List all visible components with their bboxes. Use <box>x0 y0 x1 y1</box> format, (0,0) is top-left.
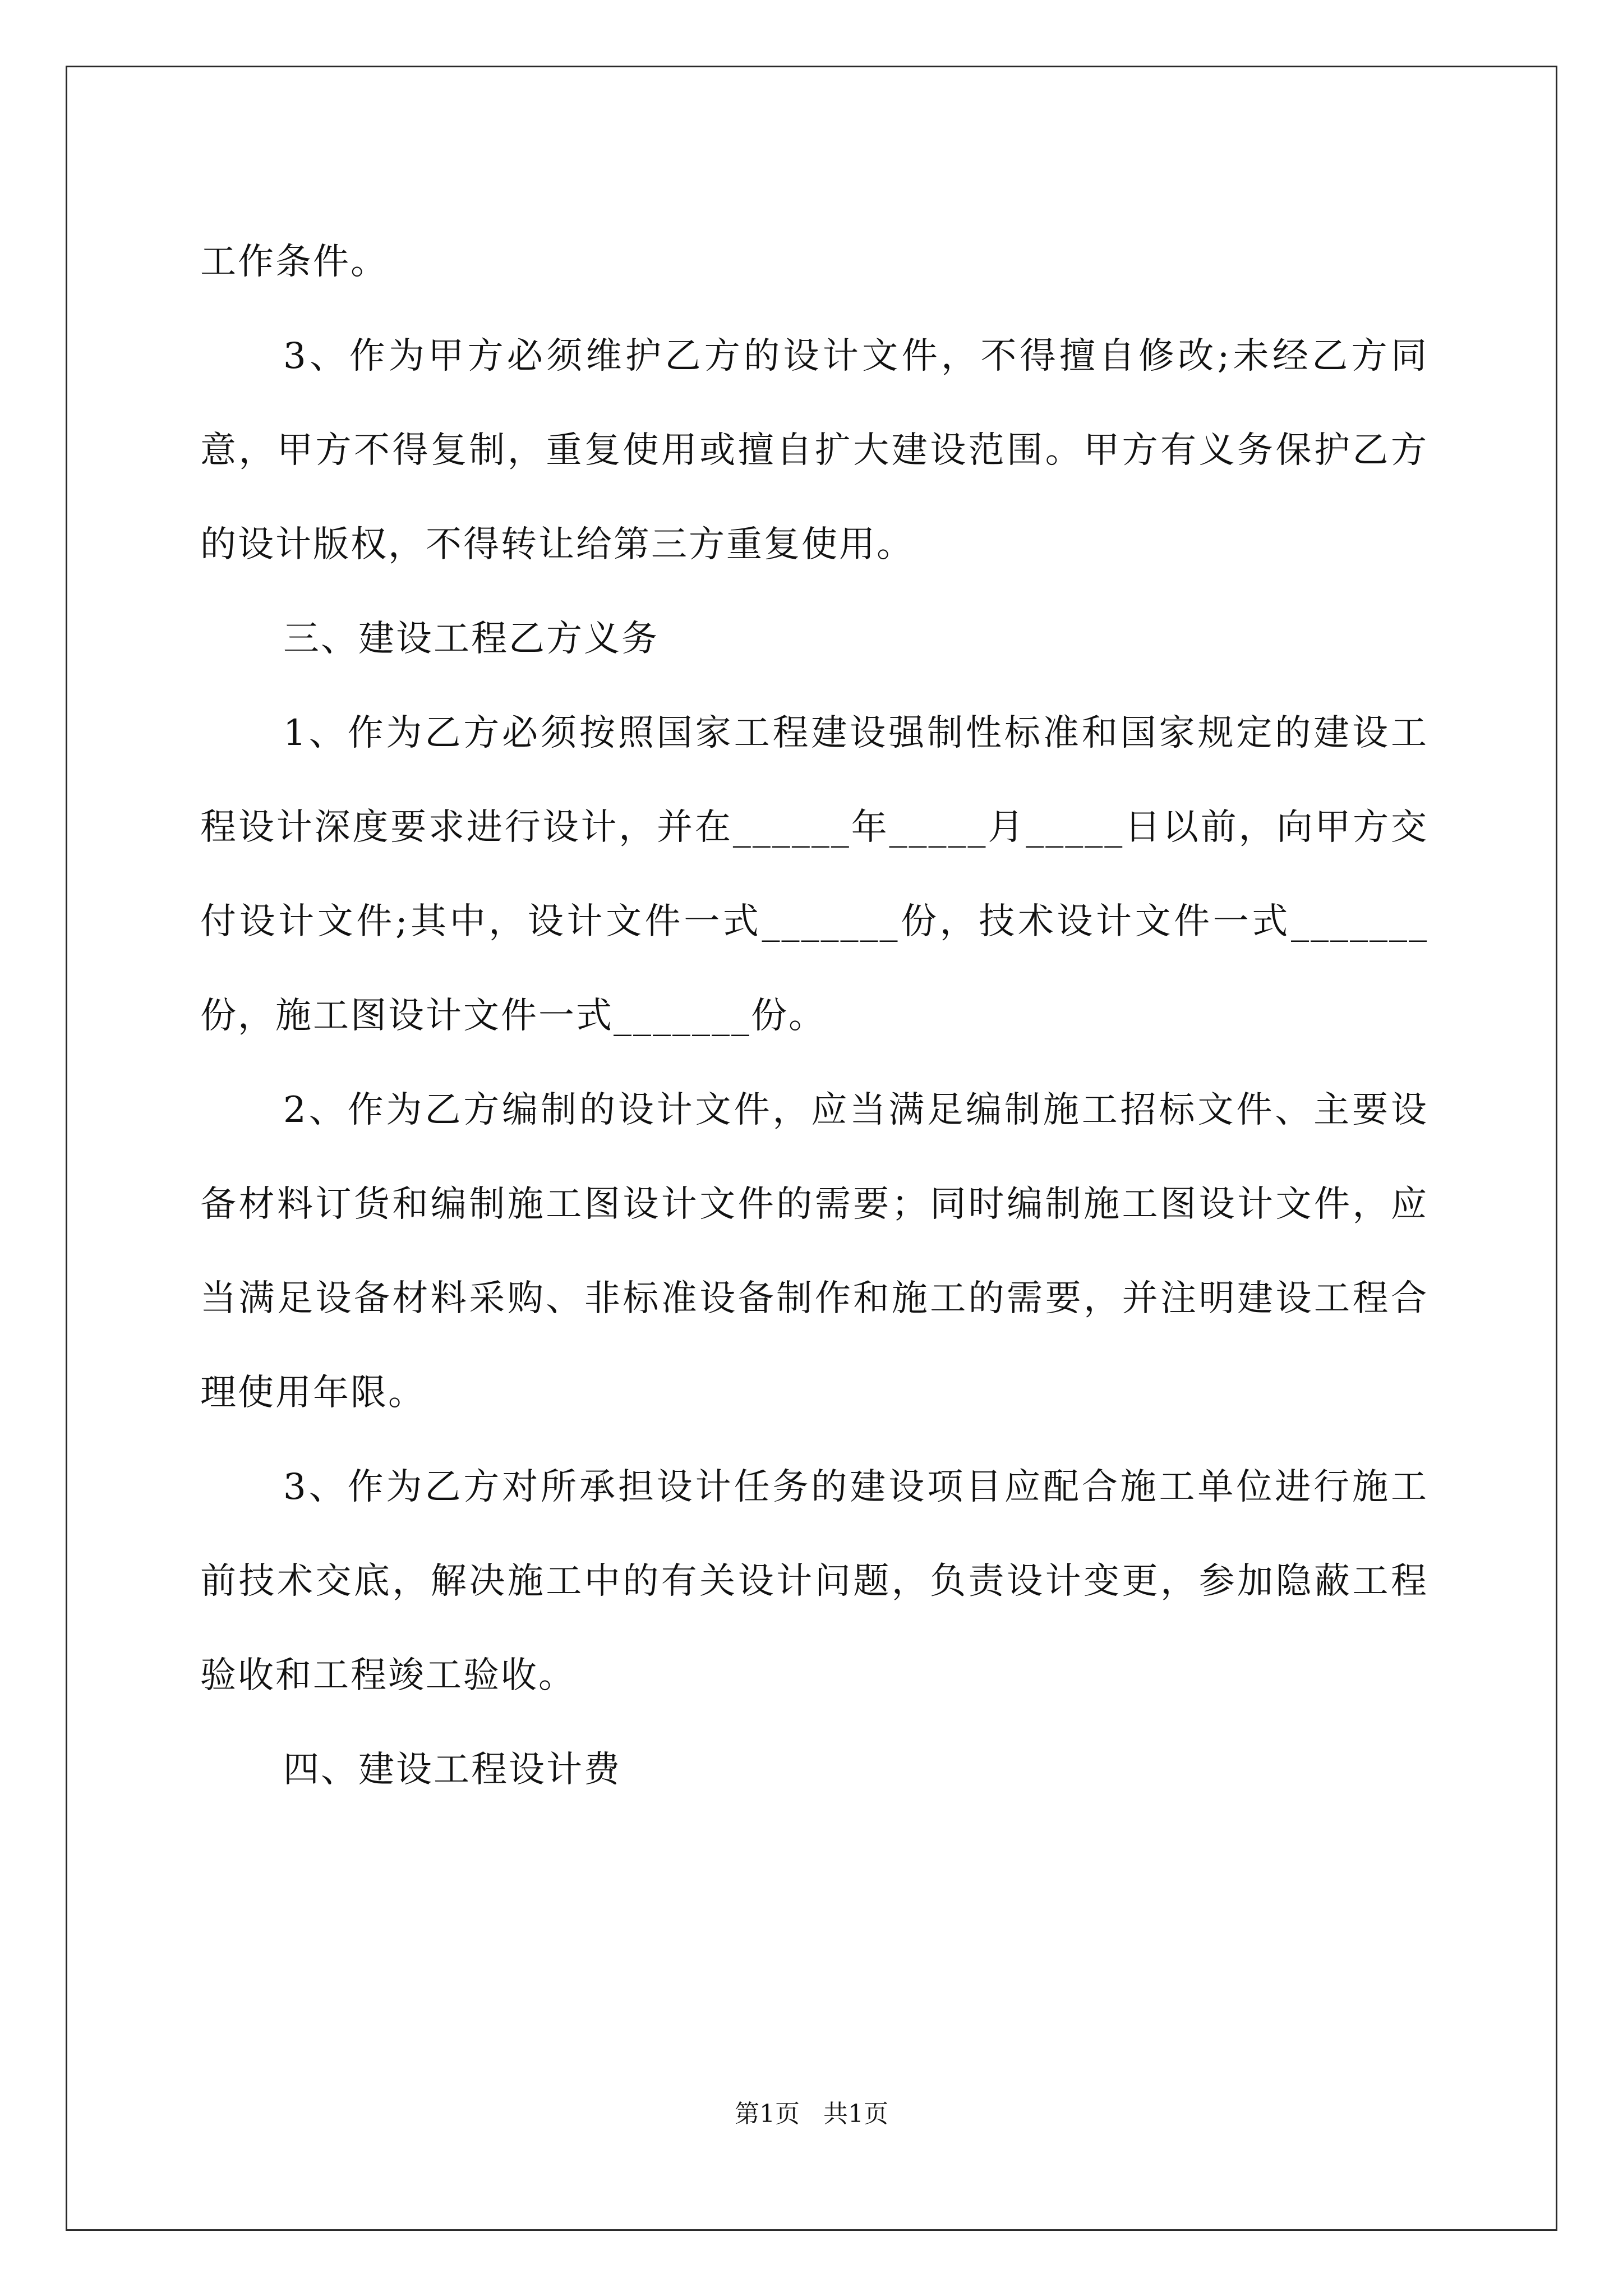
paragraph-continuation: 工作条件。 <box>200 241 388 283</box>
paragraph-party-b-clause-1: 1、作为乙方必须按照国家工程建设强制性标准和国家规定的建设工程设计深度要求进行设计，并在______年_____月_____日以前，向甲方交付设计文件;其中，设计文件一式_______份，技术设计文件一式_______份，施工图设计文件一式_______份。 <box>200 712 1428 1037</box>
page-number-footer: 第1页 共1页 <box>735 2100 888 2128</box>
paragraph-party-b-clause-3: 3、作为乙方对所承担设计任务的建设项目应配合施工单位进行施工前技术交底，解决施工中的有关设计问题，负责设计变更，参加隐蔽工程验收和工程竣工验收。 <box>200 1466 1428 1696</box>
section-heading-party-b-obligations: 三、建设工程乙方义务 <box>283 618 659 660</box>
paragraph-party-a-clause-3: 3、作为甲方必须维护乙方的设计文件，不得擅自修改;未经乙方同意，甲方不得复制，重复使用或擅自扩大建设范围。甲方有义务保护乙方的设计版权，不得转让给第三方重复使用。 <box>200 335 1428 565</box>
section-heading-design-fee: 四、建设工程设计费 <box>283 1749 621 1791</box>
paragraph-party-b-clause-2: 2、作为乙方编制的设计文件，应当满足编制施工招标文件、主要设备材料订货和编制施工图设计文件的需要；同时编制施工图设计文件，应当满足设备材料采购、非标准设备制作和施工的需要，并注明建设工程合理使用年限。 <box>200 1089 1428 1414</box>
document-body <box>200 215 1428 1817</box>
